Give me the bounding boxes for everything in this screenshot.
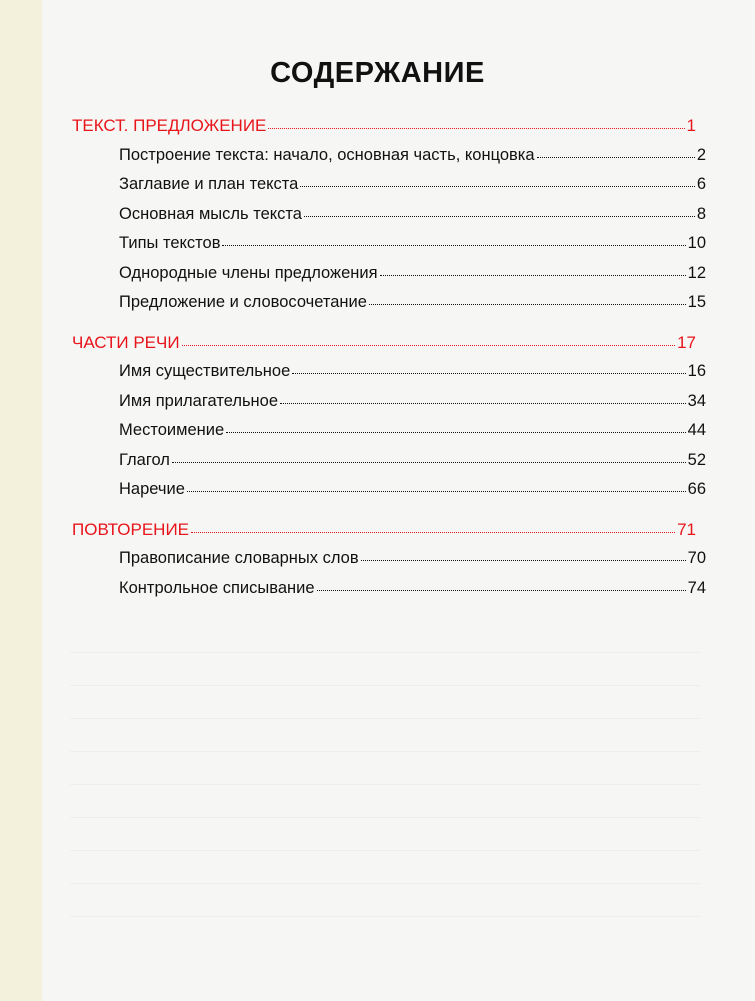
dot-leader [361,559,686,561]
dot-leader [369,303,686,305]
toc-item-label: Типы текстов [119,234,221,252]
toc-item-page: 8 [696,204,706,223]
toc-item-label: Однородные члены предложения [119,263,378,282]
dot-leader [191,531,675,533]
dot-leader [222,244,685,246]
dot-leader [380,274,686,276]
side-strip [0,0,43,1001]
toc-item[interactable] [72,357,706,387]
dot-leader [172,461,686,463]
toc-section-page: 71 [677,519,696,539]
toc-item-page: 52 [687,450,706,469]
toc-item-page: 74 [687,578,706,597]
toc-item-page: 6 [696,175,706,193]
dot-leader [317,589,686,591]
toc-item-label: Основная мысль текста [119,204,302,223]
toc-item-label: Наречие [119,480,185,498]
toc-section-label: ПОВТОРЕНИЕ [72,519,189,539]
toc-section-page: 17 [677,332,696,352]
toc-item[interactable] [72,229,706,259]
toc-section[interactable] [72,111,706,141]
toc-item-label: Правописание словарных слов [119,549,359,567]
toc-item-page: 12 [687,263,706,282]
toc-item-page: 16 [687,362,706,380]
dot-leader [304,215,695,217]
toc-item[interactable] [72,574,706,604]
toc-item[interactable] [72,416,706,446]
dot-leader [280,402,686,404]
toc-item[interactable] [72,446,706,476]
dot-leader [537,156,695,158]
toc-item-page: 34 [687,391,706,410]
toc-item[interactable] [72,288,706,318]
toc-item[interactable] [72,141,706,171]
toc-item-page: 70 [687,549,706,567]
toc-item[interactable] [72,170,706,200]
ruled-lines [70,620,700,920]
toc-item[interactable] [72,200,706,230]
dot-leader [182,344,676,346]
toc-section[interactable] [72,328,706,358]
toc-section-label: ЧАСТИ РЕЧИ [72,332,180,352]
toc-item-page: 2 [696,145,706,164]
dot-leader [292,372,685,374]
toc-item-page: 15 [687,293,706,311]
toc-item-label: Глагол [119,450,170,469]
toc-item-page: 10 [687,234,706,252]
page-title: СОДЕРЖАНИЕ [270,57,485,90]
toc-item-label: Имя существительное [119,362,291,380]
toc-item-label: Построение текста: начало, основная часть, концовка [119,145,535,164]
toc-item-label: Имя прилагательное [119,391,279,410]
toc-item[interactable] [72,544,706,574]
toc-item-page: 44 [687,421,706,439]
toc-item-label: Местоимение [119,421,225,439]
toc-section-label: ТЕКСТ. ПРЕДЛОЖЕНИЕ [72,116,267,135]
toc-section[interactable] [72,515,706,545]
toc-section-page: 1 [686,116,696,135]
table-of-contents [72,111,706,603]
toc-item-label: Контрольное списывание [119,578,315,597]
dot-leader [187,490,686,492]
toc-item-label: Предложение и словосочетание [119,293,367,311]
toc-item[interactable] [72,259,706,289]
toc-item-label: Заглавие и план текста [119,175,299,193]
dot-leader [300,185,694,187]
dot-leader [268,127,684,129]
toc-item-page: 66 [687,480,706,498]
toc-item[interactable] [72,387,706,417]
toc-item[interactable] [72,475,706,505]
dot-leader [226,431,685,433]
